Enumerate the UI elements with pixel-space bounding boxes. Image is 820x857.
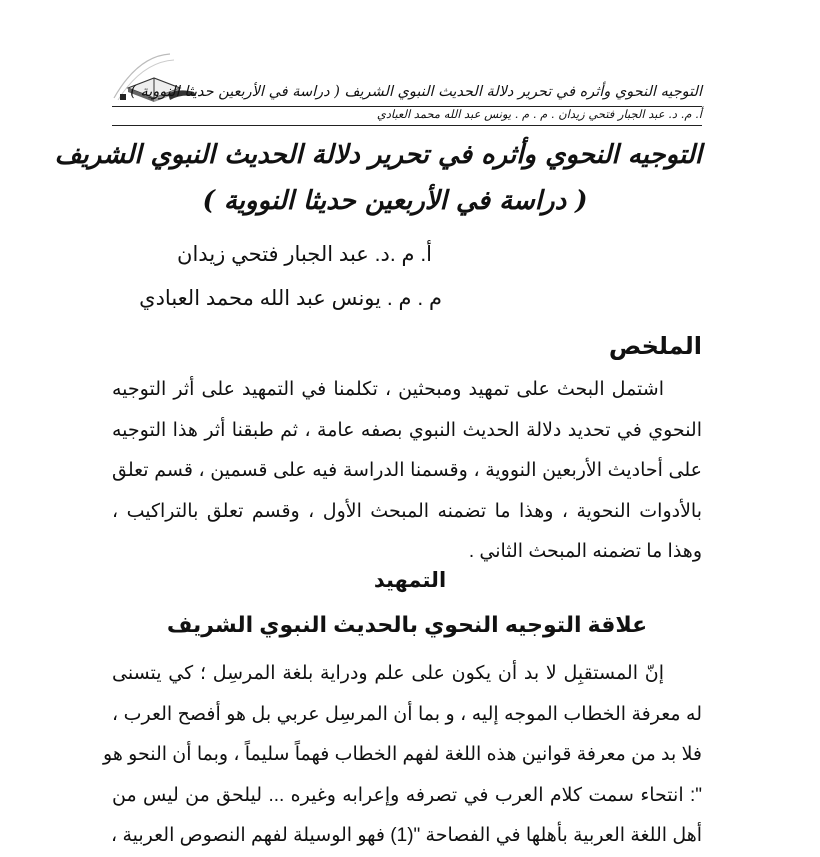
intro-paragraph: [103, 654, 702, 857]
author-second: م . م . يونس عبد الله محمد العبادي: [139, 287, 442, 310]
intro-line: له معرفة الخطاب الموجه إليه ، و بما أن المرسِل عربي بل هو أفصح العرب ،: [112, 703, 702, 725]
abstract-line: اشتمل البحث على تمهيد ومبحثين ، تكلمنا في التمهيد على أثر التوجيه: [112, 379, 664, 400]
running-header-title: التوجيه النحوي وأثره في تحرير دلالة الحديث النبوي الشريف ( دراسة في الأربعين حديثا النووية ): [130, 84, 702, 100]
abstract-line: بالأدوات النحوية ، وهذا ما تضمنه المبحث الأول ، وقسم تعلق بالتراكيب ،: [112, 500, 702, 522]
abstract-line: وهذا ما تضمنه المبحث الثاني .: [468, 541, 702, 562]
abstract-heading: الملخص: [608, 333, 702, 360]
intro-line: إنّ المستقبِل لا بد أن يكون على علم ودراية بلغة المرسِل ؛ كي يتسنى: [112, 663, 664, 684]
intro-line: ": انتحاء سمت كلام العرب في تصرفه وإعرابه وغيره ... ليلحق من ليس من: [112, 784, 702, 806]
abstract-line: النحوي في تحديد دلالة الحديث النبوي بصفه عامة ، ثم طبقنا أثر هذا التوجيه: [112, 419, 702, 441]
header-rule-bottom: [112, 125, 702, 126]
abstract-line: على أحاديث الأربعين النووية ، وقسمنا الدراسة فيه على قسمين ، قسم تعلق: [112, 460, 702, 481]
intro-subheading: علاقة التوجيه النحوي بالحديث النبوي الشريف: [166, 612, 648, 637]
abstract-paragraph: [112, 370, 702, 573]
paper-title-line1: التوجيه النحوي وأثره في تحرير دلالة الحديث النبوي الشريف: [54, 140, 702, 170]
running-header-authors: أ. م. د. عبد الجبار فتحي زيدان . م . م . يونس عبد الله محمد العبادي: [376, 107, 702, 121]
intro-line: أهل اللغة العربية بأهلها في الفصاحة "(1) فهو الوسيلة لفهم النصوص العربية ،: [111, 825, 702, 846]
intro-heading: التمهيد: [373, 569, 447, 592]
paper-title-line2: ( دراسة في الأربعين حديثا النووية ): [202, 186, 588, 216]
author-first: أ. م .د. عبد الجبار فتحي زيدان: [177, 243, 432, 266]
intro-line: فلا بد من معرفة قوانين هذه اللغة لفهم الخطاب فهماً سليماً ، وبما أن النحو هو: [103, 744, 702, 765]
